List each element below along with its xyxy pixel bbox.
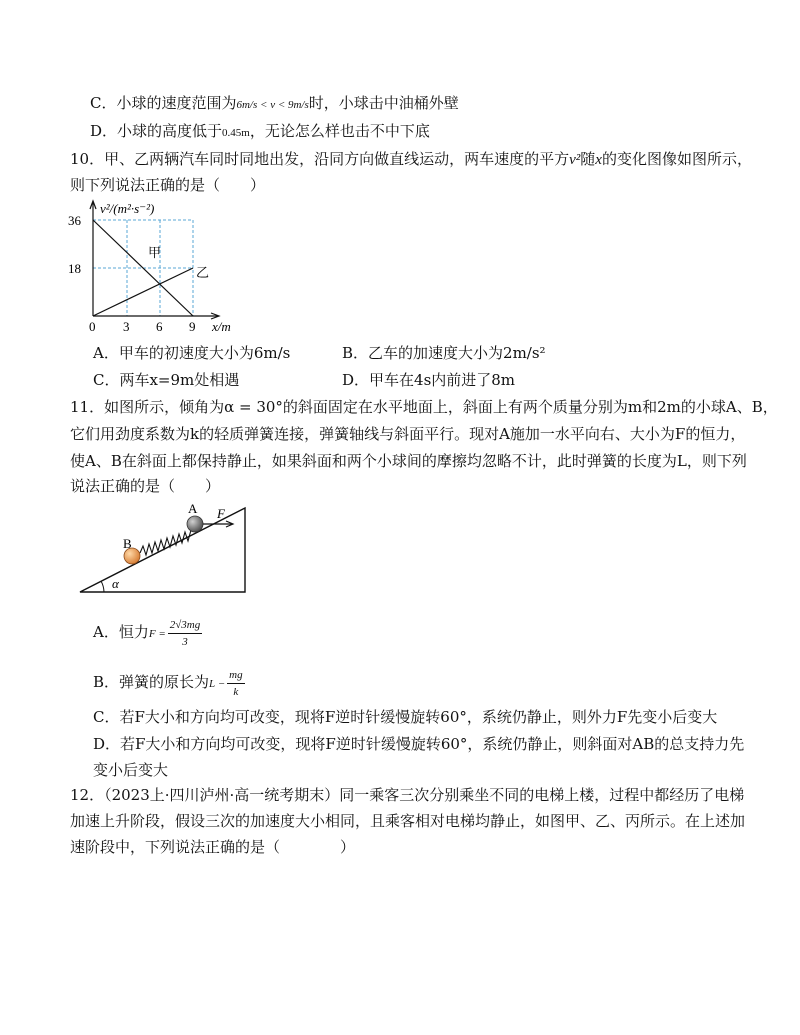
q11-b-fraction bbox=[227, 667, 244, 700]
q10-label-yi: 乙 bbox=[196, 265, 210, 280]
q9-c-prefix: C．小球的速度范围为 bbox=[90, 94, 237, 112]
q11-ball-a bbox=[187, 516, 203, 532]
q11-option-b bbox=[93, 664, 247, 702]
q10-ylabel: v²/(m²·s⁻²) bbox=[100, 201, 155, 216]
q9-d-suffix: ，无论怎么样也击不中下底 bbox=[249, 122, 430, 140]
q11-label-a: A bbox=[188, 501, 198, 516]
q10-option-d: D．甲车在4s内前进了8m bbox=[342, 371, 516, 389]
q11-spring bbox=[140, 530, 191, 555]
q11-a-lhs: F = bbox=[148, 628, 166, 640]
q10-option-a: A．甲车的初速度大小为6m/s bbox=[93, 344, 291, 362]
q11-stem-line2: 它们用劲度系数为k的轻质弹簧连接，弹簧轴线与斜面平行。现对A施加一水平向右、大小为F的恒力， bbox=[70, 425, 746, 443]
q10-v2: v² bbox=[569, 152, 581, 168]
q10-text-c: 的变化图像如图所示， bbox=[601, 150, 752, 168]
q10-tick-6: 6 bbox=[156, 319, 163, 334]
q10-axes bbox=[90, 201, 219, 319]
q12-stem-line3: 速阶段中，下列说法正确的是（ ） bbox=[70, 838, 356, 856]
q9-d-height: 0.45m bbox=[222, 127, 250, 139]
q10-tick-3: 3 bbox=[123, 319, 130, 334]
q10-option-c: C．两车x=9m处相遇 bbox=[93, 371, 240, 389]
q11-a-den: 3 bbox=[182, 635, 188, 648]
q11-label-b: B bbox=[123, 536, 132, 551]
q11-stem-line1: 11．如图所示，倾角为α = 30°的斜面固定在水平地面上，斜面上有两个质量分别为m和2m的小球A、B， bbox=[70, 398, 778, 416]
q9-option-c bbox=[90, 93, 459, 115]
q10-text-a: 10．甲、乙两辆汽车同时同地出发，沿同方向做直线运动，两车速度的平方 bbox=[70, 150, 570, 168]
q10-label-jia: 甲 bbox=[148, 245, 162, 260]
q10-tick-9: 9 bbox=[189, 319, 196, 334]
q11-angle-arc bbox=[101, 581, 104, 592]
q9-d-prefix: D．小球的高度低于 bbox=[90, 122, 223, 140]
q12-stem-line1: 12．（2023上·四川泸州·高一统考期末）同一乘客三次分别乘坐不同的电梯上楼，过程中都经历了电梯 bbox=[70, 786, 745, 804]
q10-tick-18: 18 bbox=[68, 261, 81, 276]
q11-a-prefix: A．恒力 bbox=[93, 623, 149, 641]
q10-tick-0: 0 bbox=[89, 319, 96, 334]
q11-figure bbox=[70, 500, 260, 600]
q10-x: x bbox=[595, 152, 602, 168]
q12-stem-line2: 加速上升阶段，假设三次的加速度大小相同，且乘客相对电梯均静止，如图甲、乙、丙所示。在上述加 bbox=[70, 812, 746, 830]
q10-xlabel: x/m bbox=[212, 319, 231, 334]
q11-b-num: mg bbox=[227, 667, 244, 684]
q11-stem-line4: 说法正确的是（ ） bbox=[70, 477, 221, 495]
q9-c-range: 6m/s < v < 9m/s bbox=[236, 99, 309, 111]
q11-option-a bbox=[93, 614, 204, 652]
q10-option-b: B．乙车的加速度大小为2m/s² bbox=[342, 344, 546, 362]
q11-a-fraction bbox=[168, 617, 202, 650]
q11-b-lhs: L − bbox=[209, 678, 226, 690]
q10-graph bbox=[60, 195, 280, 335]
q10-text-b: 随 bbox=[580, 150, 596, 168]
q10-stem-line2: 则下列说法正确的是（ ） bbox=[70, 176, 266, 194]
q9-option-d bbox=[90, 121, 430, 143]
q11-alpha-label: α bbox=[112, 576, 119, 591]
q11-a-num: 2√3mg bbox=[168, 617, 202, 634]
q11-option-d-line2: 变小后变大 bbox=[93, 761, 169, 779]
q11-b-den: k bbox=[233, 685, 239, 698]
q11-label-f: F bbox=[217, 506, 225, 521]
q11-stem-line3: 使A、B在斜面上都保持静止，如果斜面和两个小球间的摩擦均忽略不计，此时弹簧的长度为L，则下列 bbox=[70, 452, 747, 470]
q9-c-suffix: 时，小球击中油桶外壁 bbox=[308, 94, 459, 112]
q10-tick-36: 36 bbox=[68, 213, 81, 228]
q10-stem-line1 bbox=[70, 149, 752, 170]
q11-b-prefix: B．弹簧的原长为 bbox=[93, 673, 210, 691]
q11-option-c: C．若F大小和方向均可改变，现将F逆时针缓慢旋转60°，系统仍静止，则外力F先变小后变大 bbox=[93, 708, 718, 726]
q11-option-d-line1: D．若F大小和方向均可改变，现将F逆时针缓慢旋转60°，系统仍静止，则斜面对AB的总支持力先 bbox=[93, 735, 745, 753]
q10-line-yi bbox=[93, 268, 193, 316]
